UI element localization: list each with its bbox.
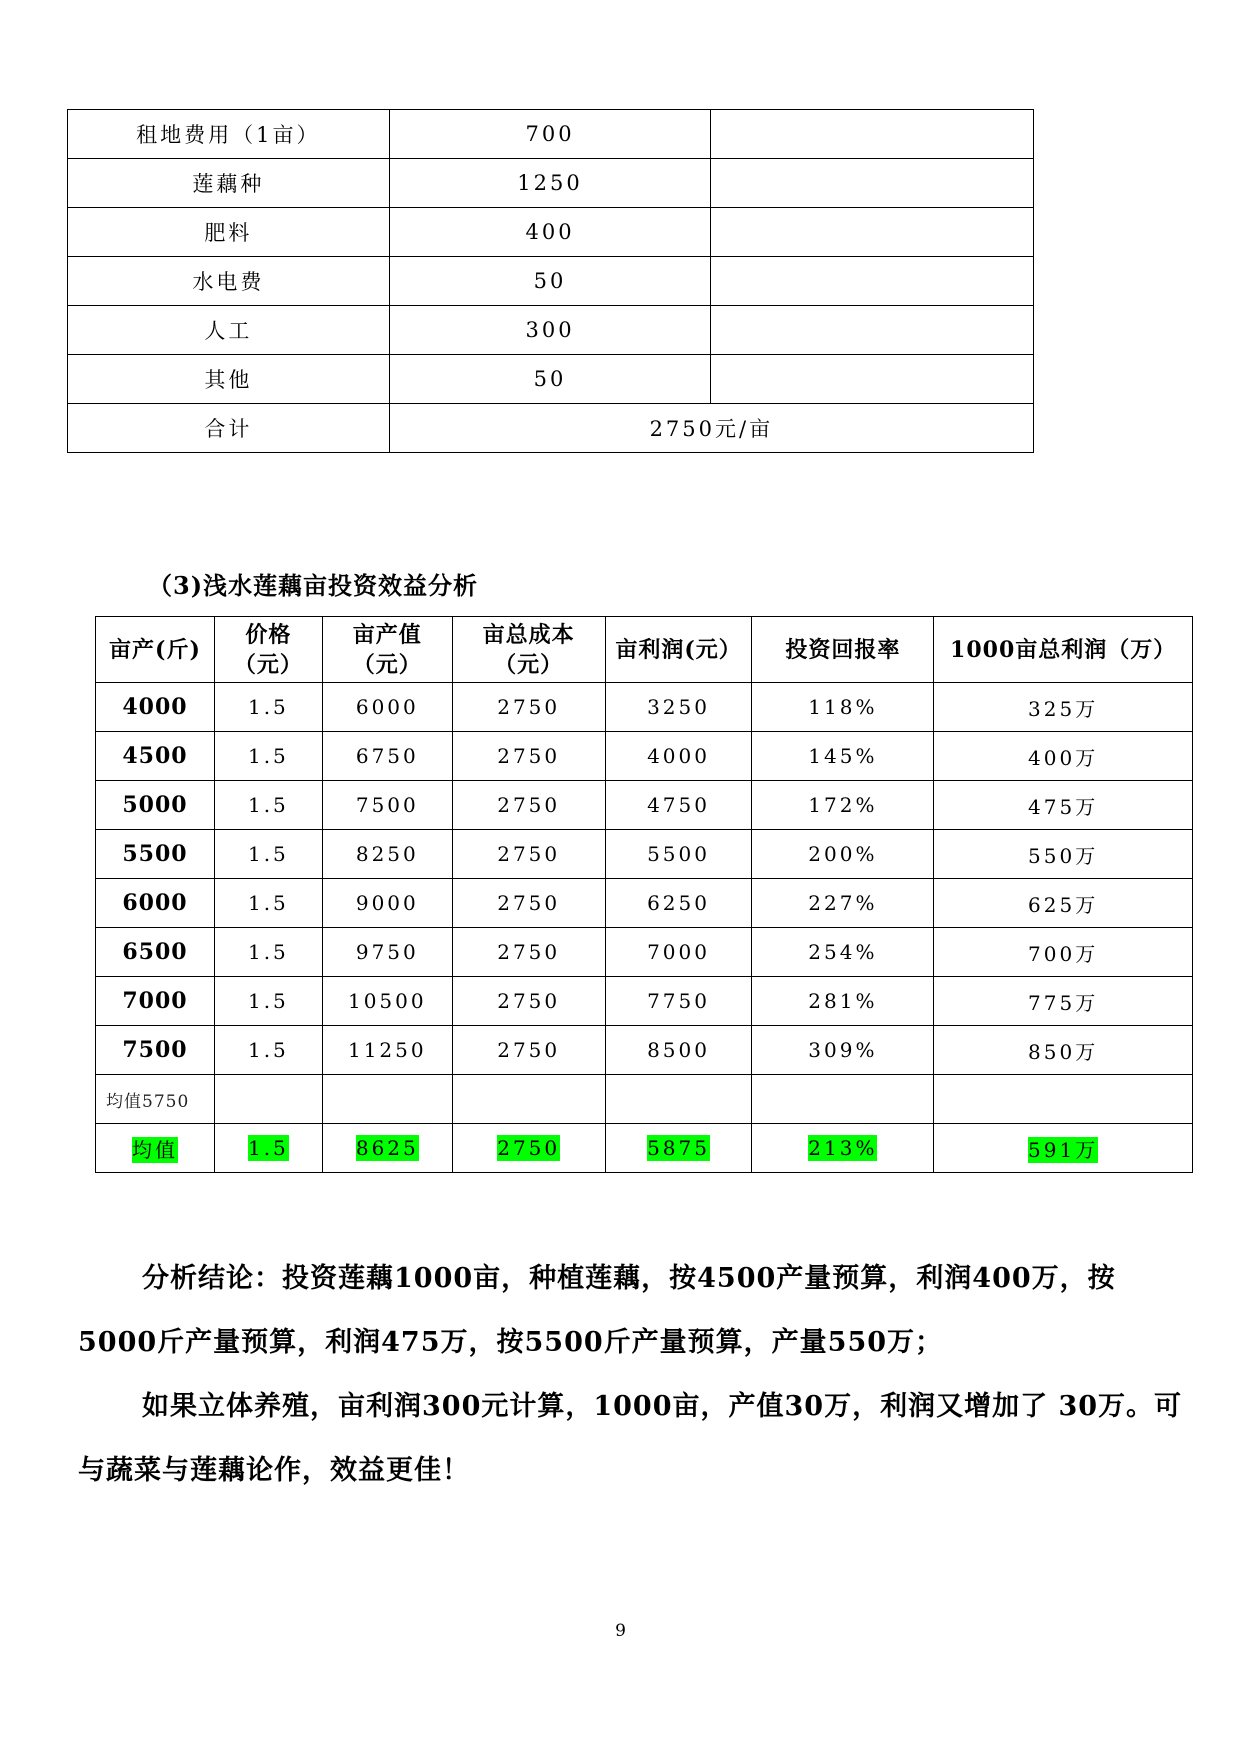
average-cell xyxy=(934,1124,1193,1173)
yield-cell: 4000 xyxy=(96,683,215,732)
table-cell: 1.5 xyxy=(214,1026,322,1075)
table-row xyxy=(96,830,1193,879)
table-row xyxy=(68,306,1034,355)
table-cell: 1.5 xyxy=(214,830,322,879)
cost-item: 人工 xyxy=(68,306,390,355)
section-heading: （3)浅水莲藕亩投资效益分析 xyxy=(148,571,479,600)
conclusion-paragraph: 分析结论：投资莲藕1000亩，种植莲藕，按4500产量预算，利润400万，按5000斤产量预算，利润475万，按5500斤产量预算，产量550万； xyxy=(78,1263,1116,1358)
highlighted-value: 2750 xyxy=(497,1136,561,1160)
table-row xyxy=(96,683,1193,732)
table-cell: 1.5 xyxy=(214,781,322,830)
conclusion-paragraph: 如果立体养殖，亩利润300元计算，1000亩，产值30万，利润又增加了 30万。可与蔬菜与莲藕论作，效益更佳！ xyxy=(78,1391,1183,1486)
total-value: 2750元/亩 xyxy=(389,404,1033,453)
benefit-table xyxy=(95,616,1193,1173)
cost-item: 租地费用（1亩） xyxy=(68,110,390,159)
cost-value: 400 xyxy=(389,208,711,257)
table-cell: 2750 xyxy=(452,1026,605,1075)
header-row xyxy=(96,617,1193,683)
empty-cell xyxy=(322,1075,452,1124)
cost-value: 1250 xyxy=(389,159,711,208)
yield-cell: 4500 xyxy=(96,732,215,781)
cost-value: 50 xyxy=(389,355,711,404)
table-cell: 7750 xyxy=(605,977,752,1026)
column-header: 亩产值 （元） xyxy=(322,617,452,683)
cost-item: 莲藕种 xyxy=(68,159,390,208)
table-cell: 5500 xyxy=(605,830,752,879)
yield-cell: 5000 xyxy=(96,781,215,830)
total-row xyxy=(68,404,1034,453)
highlighted-value: 1.5 xyxy=(247,1136,289,1160)
table-cell: 145% xyxy=(752,732,934,781)
table-cell: 118% xyxy=(752,683,934,732)
highlighted-value: 5875 xyxy=(647,1136,710,1160)
empty-cell xyxy=(214,1075,322,1124)
table-row xyxy=(96,781,1193,830)
table-cell: 1.5 xyxy=(214,683,322,732)
table-row xyxy=(68,355,1034,404)
table-cell: 700万 xyxy=(934,928,1193,977)
table-cell: 1.5 xyxy=(214,732,322,781)
cost-value: 300 xyxy=(389,306,711,355)
column-header: 亩产(斤) xyxy=(96,617,215,683)
cost-note xyxy=(711,355,1034,404)
table-cell: 1.5 xyxy=(214,879,322,928)
yield-cell: 7000 xyxy=(96,977,215,1026)
table-row xyxy=(68,110,1034,159)
table-cell: 625万 xyxy=(934,879,1193,928)
column-header: 1000亩总利润（万） xyxy=(934,617,1193,683)
table-cell: 309% xyxy=(752,1026,934,1075)
average-cell xyxy=(452,1124,605,1173)
table-row xyxy=(68,208,1034,257)
cost-note xyxy=(711,208,1034,257)
page-number: 9 xyxy=(615,1621,626,1641)
table-row xyxy=(68,159,1034,208)
table-cell: 11250 xyxy=(322,1026,452,1075)
table-cell: 2750 xyxy=(452,732,605,781)
table-cell: 172% xyxy=(752,781,934,830)
table-cell: 2750 xyxy=(452,830,605,879)
table-cell: 4750 xyxy=(605,781,752,830)
table-cell: 254% xyxy=(752,928,934,977)
table-cell: 6750 xyxy=(322,732,452,781)
empty-cell xyxy=(934,1075,1193,1124)
yield-cell: 5500 xyxy=(96,830,215,879)
yield-cell: 6500 xyxy=(96,928,215,977)
average-cell xyxy=(752,1124,934,1173)
table-row xyxy=(96,928,1193,977)
cost-item: 肥料 xyxy=(68,208,390,257)
table-cell: 10500 xyxy=(322,977,452,1026)
table-cell: 550万 xyxy=(934,830,1193,879)
cost-item: 水电费 xyxy=(68,257,390,306)
column-header: 投资回报率 xyxy=(752,617,934,683)
cost-table xyxy=(67,109,1034,453)
table-cell: 1.5 xyxy=(214,977,322,1026)
table-cell: 775万 xyxy=(934,977,1193,1026)
average-cell xyxy=(322,1124,452,1173)
table-cell: 8250 xyxy=(322,830,452,879)
column-header: 亩利润(元） xyxy=(605,617,752,683)
table-cell: 200% xyxy=(752,830,934,879)
table-cell: 6250 xyxy=(605,879,752,928)
cost-value: 700 xyxy=(389,110,711,159)
yield-cell: 6000 xyxy=(96,879,215,928)
table-cell: 281% xyxy=(752,977,934,1026)
empty-cell xyxy=(752,1075,934,1124)
yield-cell: 7500 xyxy=(96,1026,215,1075)
table-cell: 2750 xyxy=(452,977,605,1026)
table-cell: 850万 xyxy=(934,1026,1193,1075)
table-cell: 400万 xyxy=(934,732,1193,781)
table-cell: 3250 xyxy=(605,683,752,732)
highlighted-value: 591万 xyxy=(1028,1137,1099,1162)
table-cell: 4000 xyxy=(605,732,752,781)
table-cell: 9750 xyxy=(322,928,452,977)
average-cell xyxy=(214,1124,322,1173)
total-label: 合计 xyxy=(68,404,390,453)
highlighted-value: 均值 xyxy=(131,1137,178,1162)
table-cell: 2750 xyxy=(452,928,605,977)
table-row xyxy=(96,732,1193,781)
table-cell: 475万 xyxy=(934,781,1193,830)
table-row xyxy=(96,1026,1193,1075)
table-cell: 2750 xyxy=(452,879,605,928)
table-cell: 2750 xyxy=(452,683,605,732)
avg-yield-row xyxy=(96,1075,1193,1124)
table-cell: 8500 xyxy=(605,1026,752,1075)
empty-cell xyxy=(452,1075,605,1124)
avg-yield-label: 均值5750 xyxy=(96,1075,215,1124)
average-cell xyxy=(605,1124,752,1173)
highlighted-value: 8625 xyxy=(355,1136,419,1160)
table-cell: 7500 xyxy=(322,781,452,830)
highlighted-value: 213% xyxy=(808,1136,878,1160)
table-row xyxy=(96,879,1193,928)
table-cell: 2750 xyxy=(452,781,605,830)
table-cell: 227% xyxy=(752,879,934,928)
table-cell: 7000 xyxy=(605,928,752,977)
cost-note xyxy=(711,306,1034,355)
table-row xyxy=(96,977,1193,1026)
column-header: 亩总成本 （元） xyxy=(452,617,605,683)
cost-note xyxy=(711,110,1034,159)
table-row xyxy=(68,257,1034,306)
column-header: 价格 （元） xyxy=(214,617,322,683)
cost-note xyxy=(711,257,1034,306)
cost-note xyxy=(711,159,1034,208)
table-cell: 1.5 xyxy=(214,928,322,977)
cost-value: 50 xyxy=(389,257,711,306)
empty-cell xyxy=(605,1075,752,1124)
average-cell xyxy=(96,1124,215,1173)
average-row xyxy=(96,1124,1193,1173)
cost-item: 其他 xyxy=(68,355,390,404)
table-cell: 9000 xyxy=(322,879,452,928)
table-cell: 325万 xyxy=(934,683,1193,732)
table-cell: 6000 xyxy=(322,683,452,732)
